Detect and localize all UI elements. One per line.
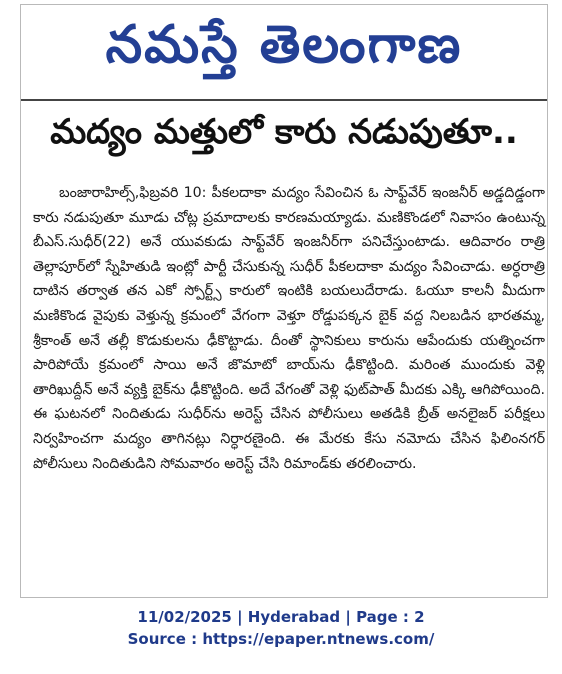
newspaper-masthead (21, 5, 547, 97)
clipping-footer (0, 606, 562, 650)
headline-text: మద్యం మత్తులో కారు నడుపుతూ.. (50, 112, 518, 152)
article-headline (21, 107, 547, 165)
footer-source: Source : https://epaper.ntnews.com/ (127, 630, 435, 648)
news-clipping (20, 4, 548, 598)
article-body: బంజారాహిల్స్‌,ఫిబ్రవరి 10: పీకలదాకా మద్యం సేవించిన ఓ సాఫ్ట్‌వేర్‌ ఇంజనీర్‌ అడ్డదిడ్డంగా కారు నడుపుతూ మూడు చోట్ల ప్రమాదాలకు కారణమయ్యాడు. మణికొండలో నివాసం ఉంటున్న బీఎస్‌.సుధీర్‌(22) అనే యువకుడు సాఫ్ట్‌వేర్‌ ఇంజనీర్‌గా పనిచేస్తుంటాడు. ఆదివారం రాత్రి తెల్లాపూర్‌లో స్నేహితుడి ఇంట్లో పార్టీ చేసుకున్న సుధీర్‌ పీకలదాకా మద్యం సేవించాడు. అర్ధరాత్రి దాటిన తర్వాత తన ఎకో స్పోర్ట్స్‌ కారులో ఇంటికి బయలుదేరాడు. ఓయూ కాలనీ మీదుగా మణికొండ వైపుకు వెళ్తున్న క్రమంలో వేగంగా వెళ్తూ రోడ్డుపక్కన బైక్‌ వద్ద నిలబడిన భారతమ్మ, శ్రీకాంత్‌ అనే తల్లీ కొడుకులను ఢీకొట్టాడు. దీంతో స్థానికులు కారును ఆపేందుకు యత్నించగా పారిపోయే క్రమంలో సాయి అనే జొమాటో బాయ్‌ను ఢీకొట్టింది. మరింత ముందుకు వెళ్లి తారిఖుద్దీన్‌ అనే వ్యక్తి బైక్‌ను ఢీకొట్టింది. అదే వేగంతో వెళ్లి ఫుట్‌పాత్‌ మీదకు ఎక్కి ఆగిపోయింది. ఈ ఘటనలో నిందితుడు సుధీర్‌ను అరెస్ట్‌ చేసిన పోలీసులు అతడికి బ్రీత్‌ అనలైజర్‌ పరీక్షలు నిర్వహించగా మద్యం తాగినట్లు నిర్ధారణైంది. ఈ మేరకు కేసు నమోదు చేసిన ఫిలింనగర్‌ పోలీసులు నిందితుడిని సోమవారం అరెస్ట్‌ చేసి రిమాండ్‌కు తరలించారు. (33, 185, 545, 472)
footer-date-edition: 11/02/2025 | Hyderabad | Page : 2 (137, 608, 425, 626)
masthead-title: నమస్తే తెలంగాణ (105, 14, 463, 75)
masthead-divider (21, 99, 547, 101)
